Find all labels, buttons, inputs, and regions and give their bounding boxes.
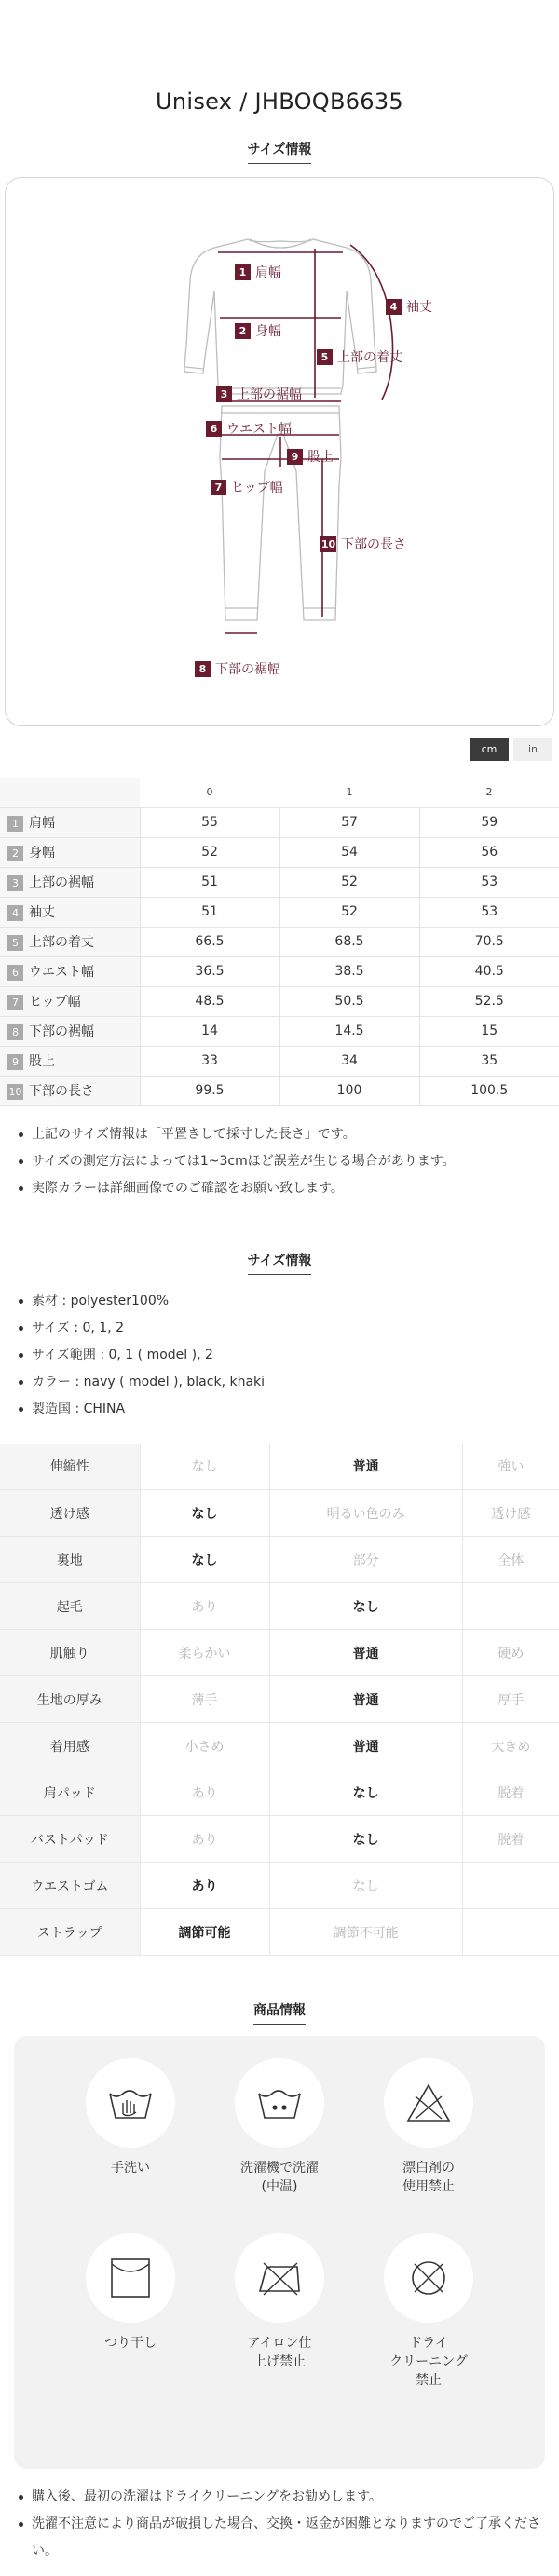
- size-value-cell: 55: [140, 807, 280, 837]
- attribute-option-selected: あり: [140, 1863, 269, 1909]
- attribute-label: 裏地: [0, 1537, 140, 1583]
- attribute-label: 伸縮性: [0, 1444, 140, 1490]
- diagram-label-7: 7 ヒップ幅: [211, 478, 283, 496]
- attribute-option: 全体: [462, 1537, 559, 1583]
- size-row-label: [0, 956, 140, 986]
- size-value-cell: 48.5: [140, 986, 280, 1016]
- fabric-attributes-table: [0, 1444, 559, 1957]
- attribute-option: なし: [269, 1863, 462, 1909]
- size-column-0: 0: [140, 778, 280, 807]
- diagram-label-4: 4 袖丈: [386, 297, 432, 316]
- size-row-label: [0, 807, 140, 837]
- attribute-option: 大きめ: [462, 1723, 559, 1769]
- attribute-label: 肌触り: [0, 1630, 140, 1676]
- attribute-option-selected: なし: [269, 1583, 462, 1630]
- size-item: サイズ : 0, 1, 2: [19, 1315, 559, 1342]
- attribute-row: [0, 1909, 559, 1956]
- size-row-label: [0, 1076, 140, 1105]
- size-info-heading: サイズ情報: [0, 140, 559, 164]
- size-range-item: サイズ範囲 : 0, 1 ( model ), 2: [19, 1342, 559, 1369]
- attribute-option-selected: 普通: [269, 1630, 462, 1676]
- size-row: [0, 1016, 559, 1046]
- row-number-badge: 10: [8, 1086, 22, 1098]
- size-notes: [0, 1121, 559, 1202]
- size-row: [0, 897, 559, 927]
- product-info-heading: サイズ情報: [0, 1251, 559, 1275]
- tracksuit-illustration: [6, 178, 554, 726]
- measurement-name: 上部の裾幅: [29, 875, 94, 890]
- attribute-row: [0, 1583, 559, 1630]
- attribute-option: 柔らかい: [140, 1630, 269, 1676]
- size-value-cell: 52.5: [419, 986, 559, 1016]
- size-value-cell: 53: [419, 867, 559, 897]
- care-instructions-panel: [14, 2036, 545, 2469]
- size-value-cell: 100.5: [419, 1076, 559, 1105]
- size-column-2: 2: [419, 778, 559, 807]
- measurement-name: 袖丈: [29, 905, 55, 920]
- size-value-cell: 68.5: [280, 927, 419, 956]
- size-value-cell: 50.5: [280, 986, 419, 1016]
- attribute-label: 起毛: [0, 1583, 140, 1630]
- attribute-label: 生地の厚み: [0, 1676, 140, 1723]
- attribute-row: [0, 1490, 559, 1537]
- care-item-no-bleach: 漂白剤の 使用禁止: [354, 2058, 503, 2196]
- size-value-cell: 36.5: [140, 956, 280, 986]
- attribute-option-selected: なし: [269, 1816, 462, 1863]
- attribute-row: [0, 1676, 559, 1723]
- attribute-label: 透け感: [0, 1490, 140, 1537]
- care-note-item: 購入後、最初の洗濯はドライクリーニングをお勧めします。: [19, 2484, 540, 2511]
- attribute-row: [0, 1537, 559, 1583]
- size-value-cell: 52: [280, 867, 419, 897]
- size-row: [0, 1076, 559, 1105]
- measurement-name: 下部の裾幅: [29, 1024, 94, 1039]
- attribute-option: 透け感: [462, 1490, 559, 1537]
- color-item: カラー : navy ( model ), black, khaki: [19, 1369, 559, 1396]
- size-value-cell: 56: [419, 837, 559, 867]
- attribute-option: 脱着: [462, 1769, 559, 1816]
- attribute-option-selected: 普通: [269, 1444, 462, 1490]
- row-number-badge: 6: [7, 965, 23, 981]
- size-row: [0, 867, 559, 897]
- attribute-option: あり: [140, 1816, 269, 1863]
- measurement-name: 股上: [29, 1054, 55, 1069]
- row-number-badge: 5: [7, 935, 23, 951]
- size-row-label: [0, 837, 140, 867]
- hand-wash-icon: [106, 2082, 155, 2123]
- care-item-no-iron: アイロン仕 上げ禁止: [205, 2233, 354, 2371]
- care-item-no-dry-clean: ドライ クリーニング 禁止: [354, 2233, 503, 2390]
- size-value-cell: 14: [140, 1016, 280, 1046]
- size-row-label: [0, 867, 140, 897]
- size-value-cell: 38.5: [280, 956, 419, 986]
- attribute-option-selected: なし: [269, 1769, 462, 1816]
- size-row-label: [0, 927, 140, 956]
- size-value-cell: 100: [280, 1076, 419, 1105]
- size-value-cell: 51: [140, 867, 280, 897]
- attribute-label: バストパッド: [0, 1816, 140, 1863]
- attribute-row: [0, 1816, 559, 1863]
- unit-toggle: [0, 738, 559, 766]
- attribute-row: [0, 1444, 559, 1490]
- row-number-badge: 2: [7, 846, 23, 861]
- size-value-cell: 99.5: [140, 1076, 280, 1105]
- care-info-heading: 商品情報: [0, 2000, 559, 2025]
- attribute-option: 小さめ: [140, 1723, 269, 1769]
- attribute-option: 明るい色のみ: [269, 1490, 462, 1537]
- measurement-name: 肩幅: [29, 816, 55, 831]
- care-note-item: 洗濯不注意により商品が破損した場合、交換・返金が困難となりますのでご了承ください。: [19, 2511, 540, 2565]
- attribute-label: 肩パッド: [0, 1769, 140, 1816]
- unit-cm-button[interactable]: cm: [470, 738, 509, 761]
- size-value-cell: 70.5: [419, 927, 559, 956]
- size-value-cell: 34: [280, 1046, 419, 1076]
- care-notes: [0, 2484, 559, 2565]
- attribute-option: 薄手: [140, 1676, 269, 1723]
- diagram-label-3: 3 上部の裾幅: [216, 385, 302, 403]
- attribute-row: [0, 1769, 559, 1816]
- attribute-option: 調節不可能: [269, 1909, 462, 1956]
- diagram-label-6: 6 ウエスト幅: [206, 419, 292, 438]
- size-row: [0, 986, 559, 1016]
- material-item: 素材 : polyester100%: [19, 1288, 559, 1315]
- attribute-option: あり: [140, 1583, 269, 1630]
- care-item-machine-wash: 洗濯機で洗濯 (中温): [205, 2058, 354, 2196]
- size-value-cell: 15: [419, 1016, 559, 1046]
- attribute-option: 部分: [269, 1537, 462, 1583]
- diagram-label-8: 8 下部の裾幅: [195, 659, 280, 678]
- attribute-row: [0, 1863, 559, 1909]
- size-value-cell: 57: [280, 807, 419, 837]
- no-bleach-icon: [404, 2081, 453, 2124]
- attribute-option: 強い: [462, 1444, 559, 1490]
- attribute-option-selected: なし: [140, 1490, 269, 1537]
- size-value-cell: 33: [140, 1046, 280, 1076]
- product-info-list: [0, 1288, 559, 1423]
- attribute-row: [0, 1630, 559, 1676]
- unit-in-button[interactable]: in: [513, 738, 552, 761]
- size-row-label: [0, 1016, 140, 1046]
- attribute-option: 硬め: [462, 1630, 559, 1676]
- no-iron-icon: [254, 2257, 305, 2298]
- size-value-cell: 52: [140, 837, 280, 867]
- size-row: [0, 927, 559, 956]
- attribute-label: 着用感: [0, 1723, 140, 1769]
- hang-dry-icon: [107, 2255, 154, 2301]
- measurement-name: 下部の長さ: [29, 1084, 94, 1099]
- attribute-option-selected: なし: [140, 1537, 269, 1583]
- size-row-label: [0, 1046, 140, 1076]
- attribute-option: 厚手: [462, 1676, 559, 1723]
- attribute-row: [0, 1723, 559, 1769]
- attribute-option: あり: [140, 1769, 269, 1816]
- size-value-cell: 53: [419, 897, 559, 927]
- diagram-label-2: 2 身幅: [235, 321, 281, 340]
- measurement-name: ウエスト幅: [29, 965, 94, 980]
- attribute-label: ウエストゴム: [0, 1863, 140, 1909]
- attribute-option-selected: 普通: [269, 1723, 462, 1769]
- size-row: [0, 837, 559, 867]
- diagram-label-1: 1 肩幅: [235, 263, 281, 281]
- attribute-option: [462, 1583, 559, 1630]
- diagram-label-5: 5 上部の着丈: [317, 347, 402, 366]
- size-row-label: [0, 986, 140, 1016]
- row-number-badge: 9: [7, 1054, 23, 1070]
- measurement-name: 上部の着丈: [29, 935, 94, 950]
- dry-clean-icon: [405, 2255, 452, 2301]
- size-value-cell: 54: [280, 837, 419, 867]
- size-value-cell: 40.5: [419, 956, 559, 986]
- size-row: [0, 807, 559, 837]
- attribute-label: ストラップ: [0, 1909, 140, 1956]
- diagram-label-9: 9 股上: [287, 447, 334, 466]
- attribute-option: [462, 1863, 559, 1909]
- size-table-header: [0, 778, 559, 807]
- product-title: Unisex / JHBOQB6635: [155, 88, 404, 115]
- size-row-label: [0, 897, 140, 927]
- row-number-badge: 4: [7, 905, 23, 921]
- attribute-option-selected: 調節可能: [140, 1909, 269, 1956]
- size-row: [0, 956, 559, 986]
- row-number-badge: 1: [7, 816, 23, 832]
- attribute-option: なし: [140, 1444, 269, 1490]
- size-value-cell: 14.5: [280, 1016, 419, 1046]
- row-number-badge: 7: [7, 995, 23, 1010]
- size-value-cell: 59: [419, 807, 559, 837]
- size-column-1: 1: [280, 778, 419, 807]
- measurement-name: 身幅: [29, 846, 55, 861]
- note-item: サイズの測定方法によっては1~3cmほど誤差が生じる場合があります。: [19, 1148, 559, 1175]
- size-row: [0, 1046, 559, 1076]
- note-item: 上記のサイズ情報は「平置きして採寸した長さ」です。: [19, 1121, 559, 1148]
- size-value-cell: 66.5: [140, 927, 280, 956]
- size-diagram: [5, 177, 554, 726]
- attribute-option: 脱着: [462, 1816, 559, 1863]
- row-number-badge: 8: [7, 1024, 23, 1040]
- diagram-label-10: 10 下部の長さ: [320, 537, 406, 552]
- size-value-cell: 51: [140, 897, 280, 927]
- size-value-cell: 52: [280, 897, 419, 927]
- attribute-option-selected: 普通: [269, 1676, 462, 1723]
- country-item: 製造国 : CHINA: [19, 1396, 559, 1423]
- machine-wash-icon: [255, 2082, 304, 2123]
- measurement-name: ヒップ幅: [29, 995, 81, 1010]
- note-item: 実際カラーは詳細画像でのご確認をお願い致します。: [19, 1175, 559, 1202]
- row-number-badge: 3: [7, 875, 23, 891]
- size-table: [0, 778, 559, 1106]
- attribute-option: [462, 1909, 559, 1956]
- size-value-cell: 35: [419, 1046, 559, 1076]
- care-item-hang-dry: つり干し: [56, 2233, 205, 2352]
- care-item-hand-wash: 手洗い: [56, 2058, 205, 2177]
